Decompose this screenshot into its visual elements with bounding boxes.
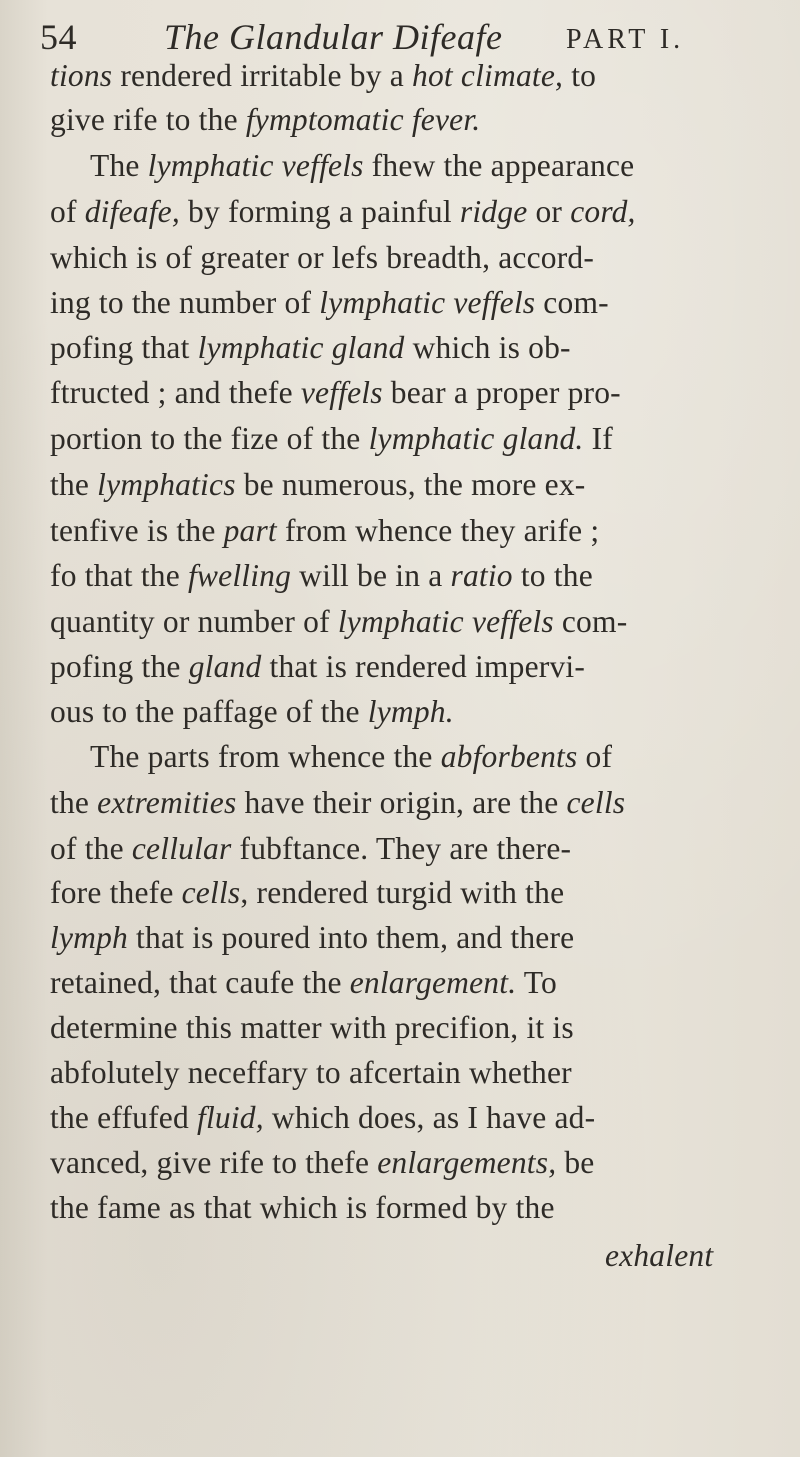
page-number: 54: [40, 17, 77, 57]
text-line: quantity or number of lymphatic veffels com-: [50, 604, 628, 639]
text-line: the effufed fluid, which does, as I have ad-: [50, 1100, 596, 1135]
text-line: of the cellular fubftance. They are there-: [50, 831, 572, 866]
text-line: pofing that lymphatic gland which is ob-: [50, 330, 571, 365]
text-line: lymph that is poured into them, and there: [50, 920, 575, 955]
text-line: exhalent: [605, 1238, 714, 1273]
running-title: The Glandular Difeafe: [164, 17, 503, 57]
text-line: of difeafe, by forming a painful ridge or cord,: [50, 194, 636, 229]
text-line: which is of greater or lefs breadth, accord-: [50, 240, 595, 275]
text-line: abfolutely neceffary to afcertain whether: [50, 1055, 572, 1090]
text-line: The parts from whence the abforbents of: [90, 739, 613, 774]
text-line: ous to the paffage of the lymph.: [50, 694, 454, 729]
text-line: give rife to the fymptomatic fever.: [50, 102, 481, 137]
text-line: ing to the number of lymphatic veffels com-: [50, 285, 609, 320]
text-line: the fame as that which is formed by the: [50, 1190, 555, 1225]
text-line: tions rendered irritable by a hot climate, to: [50, 58, 597, 93]
text-line: retained, that caufe the enlargement. To: [50, 965, 557, 1000]
text-line: the lymphatics be numerous, the more ex-: [50, 467, 586, 502]
text-line: tenfive is the part from whence they arife ;: [50, 513, 600, 548]
text-line: vanced, give rife to thefe enlargements, be: [50, 1145, 595, 1180]
text-line: The lymphatic veffels fhew the appearance: [90, 148, 635, 183]
text-line: portion to the fize of the lymphatic gland. If: [50, 421, 613, 456]
text-line: the extremities have their origin, are the cells: [50, 785, 626, 820]
part-label: PART I.: [566, 24, 685, 55]
text-line: fore thefe cells, rendered turgid with the: [50, 875, 565, 910]
text-line: ftructed ; and thefe veffels bear a proper pro-: [50, 375, 621, 410]
text-line: fo that the fwelling will be in a ratio to the: [50, 558, 593, 593]
text-line: determine this matter with precifion, it is: [50, 1010, 574, 1045]
text-line: pofing the gland that is rendered impervi-: [50, 649, 586, 684]
